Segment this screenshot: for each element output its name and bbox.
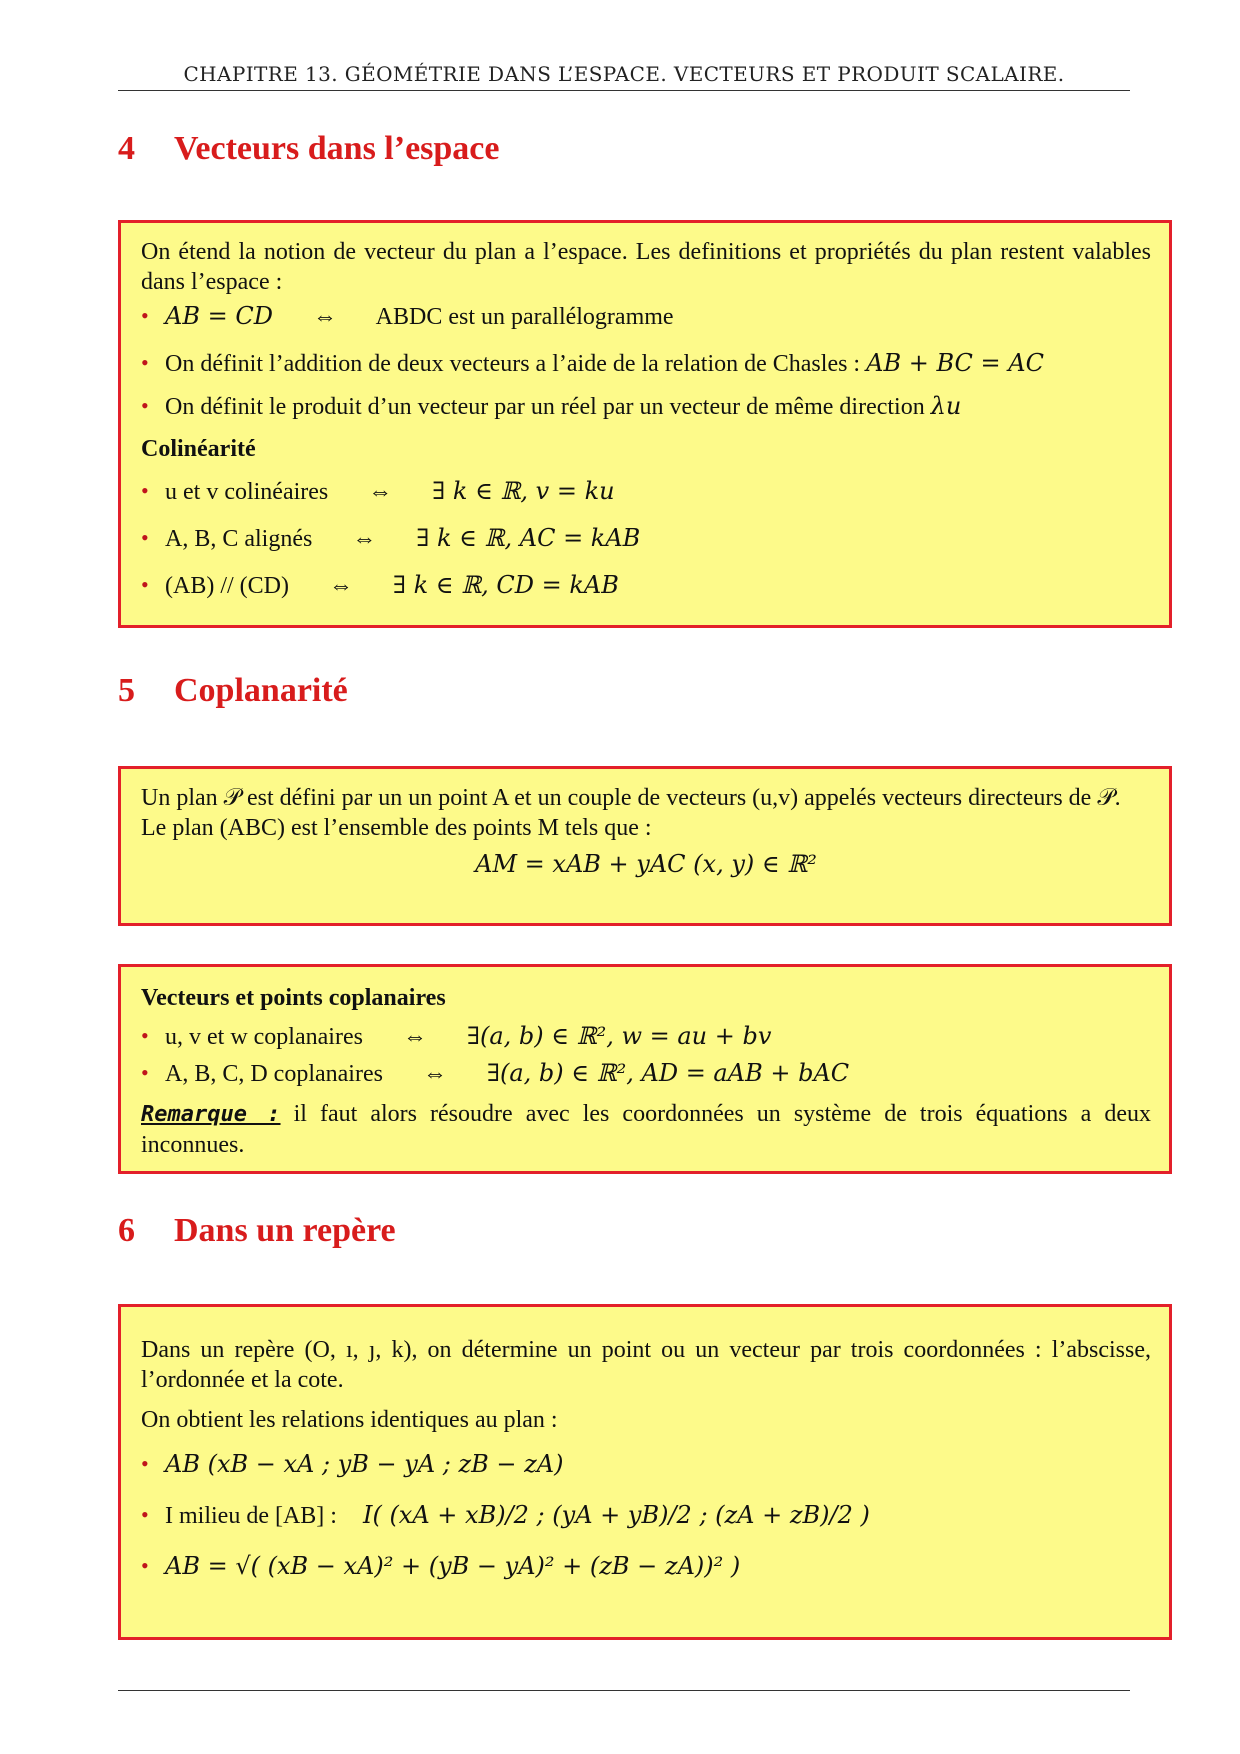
equivalence-arrow: ⇔ (312, 304, 337, 330)
plane-definition-text: Un plan 𝒫 est défini par un un point A et un couple de vecteurs (u,v) appelés vecteurs directeurs de 𝒫. (141, 785, 1121, 811)
coplanar-vectors-text: u, v et w coplanaires (165, 1024, 363, 1050)
product-text: On définit le produit d’un vecteur par un réel par un vecteur de même direction (165, 394, 925, 420)
aligned-points-text: A, B, C alignés (165, 526, 313, 552)
vectors-definition-box (118, 220, 1172, 628)
product-formula: λu (930, 392, 962, 420)
list-item (141, 348, 1151, 379)
coplanar-vectors-formula: ∃(a, b) ∈ ℝ², w = au + bv (466, 1022, 772, 1050)
colinear-vectors-formula: ∃ k ∈ ℝ, v = ku (432, 477, 615, 505)
frame-text: Dans un repère (O, ı, ȷ, k), on détermine un point ou un vecteur par trois coordonnées : l’abscisse, l’ordonnée et la cote. (141, 1337, 1151, 1393)
parallel-lines-text: (AB) // (CD) (165, 573, 289, 599)
vector-equality-lhs: AB = CD (165, 302, 273, 330)
distance-formula: AB = √( (xB − xA)² + (yB − yA)² + (zB − zA))² ) (165, 1552, 741, 1580)
list-item (141, 1551, 1151, 1582)
aligned-points-formula: ∃ k ∈ ℝ, AC = kAB (416, 524, 641, 552)
frame-coordinates-box (118, 1304, 1172, 1640)
coplanar-box (118, 964, 1172, 1174)
list-item (141, 1058, 1151, 1089)
plane-definition-box (118, 766, 1172, 926)
parallel-lines-formula: ∃ k ∈ ℝ, CD = kAB (392, 571, 619, 599)
footer-rule (118, 1690, 1130, 1691)
addition-text: On définit l’addition de deux vecteurs a l’aide de la relation de Chasles : (165, 351, 861, 377)
parallelogram-statement: ABDC est un parallélogramme (375, 304, 674, 330)
plane-formula: AM = xAB + yAC (x, y) ∈ ℝ² (475, 850, 817, 878)
section-6-title (118, 1212, 396, 1250)
list-item (141, 301, 1151, 332)
section-4-title (118, 130, 500, 168)
equivalence-arrow: ⇔ (422, 1061, 447, 1087)
coplanar-points-text: A, B, C, D coplanaires (165, 1061, 383, 1087)
equivalence-arrow: ⇔ (352, 526, 377, 552)
list-item (141, 1021, 1151, 1052)
remark-text: il faut alors résoudre avec les coordonnées un système de trois équations a deux inconnues. (141, 1101, 1152, 1158)
colinearity-heading: Colinéarité (141, 436, 256, 462)
vector-coordinates-formula: AB (xB − xA ; yB − yA ; zB − zA) (165, 1450, 564, 1478)
list-item (141, 570, 1151, 601)
list-item (141, 1500, 1151, 1531)
list-item (141, 1449, 1151, 1480)
equivalence-arrow: ⇔ (368, 479, 393, 505)
chasles-formula: AB + BC = AC (866, 349, 1044, 377)
header-rule (118, 90, 1130, 91)
remark (141, 1099, 1151, 1160)
coplanar-heading: Vecteurs et points coplanaires (141, 985, 446, 1011)
equivalence-arrow: ⇔ (328, 573, 353, 599)
running-header: CHAPITRE 13. GÉOMÉTRIE DANS L’ESPACE. VECTEURS ET PRODUIT SCALAIRE. (183, 62, 1065, 86)
remark-label: Remarque : (141, 1102, 281, 1127)
colinear-vectors-text: u et v colinéaires (165, 479, 329, 505)
coplanar-points-formula: ∃(a, b) ∈ ℝ², AD = aAB + bAC (486, 1059, 850, 1087)
section-5-title (118, 672, 348, 710)
plane-abc-text: Le plan (ABC) est l’ensemble des points M tels que : (141, 815, 652, 841)
section-4-intro: On étend la notion de vecteur du plan a l’espace. Les definitions et propriétés du plan restent valables dans l’espace : (141, 239, 1151, 295)
relations-text: On obtient les relations identiques au plan : (141, 1407, 558, 1433)
section-6-number: 6 (118, 1212, 135, 1249)
midpoint-text: I milieu de [AB] : (165, 1503, 337, 1529)
section-5-title-text: Coplanarité (174, 672, 348, 709)
list-item (141, 391, 1151, 422)
section-5-number: 5 (118, 672, 135, 709)
section-6-title-text: Dans un repère (174, 1212, 396, 1249)
equivalence-arrow: ⇔ (402, 1024, 427, 1050)
section-4-title-text: Vecteurs dans l’espace (174, 130, 500, 167)
list-item (141, 523, 1151, 554)
midpoint-formula: I( (xA + xB)/2 ; (yA + yB)/2 ; (zA + zB)/2 ) (362, 1501, 870, 1529)
section-4-number: 4 (118, 130, 135, 167)
list-item (141, 476, 1151, 507)
